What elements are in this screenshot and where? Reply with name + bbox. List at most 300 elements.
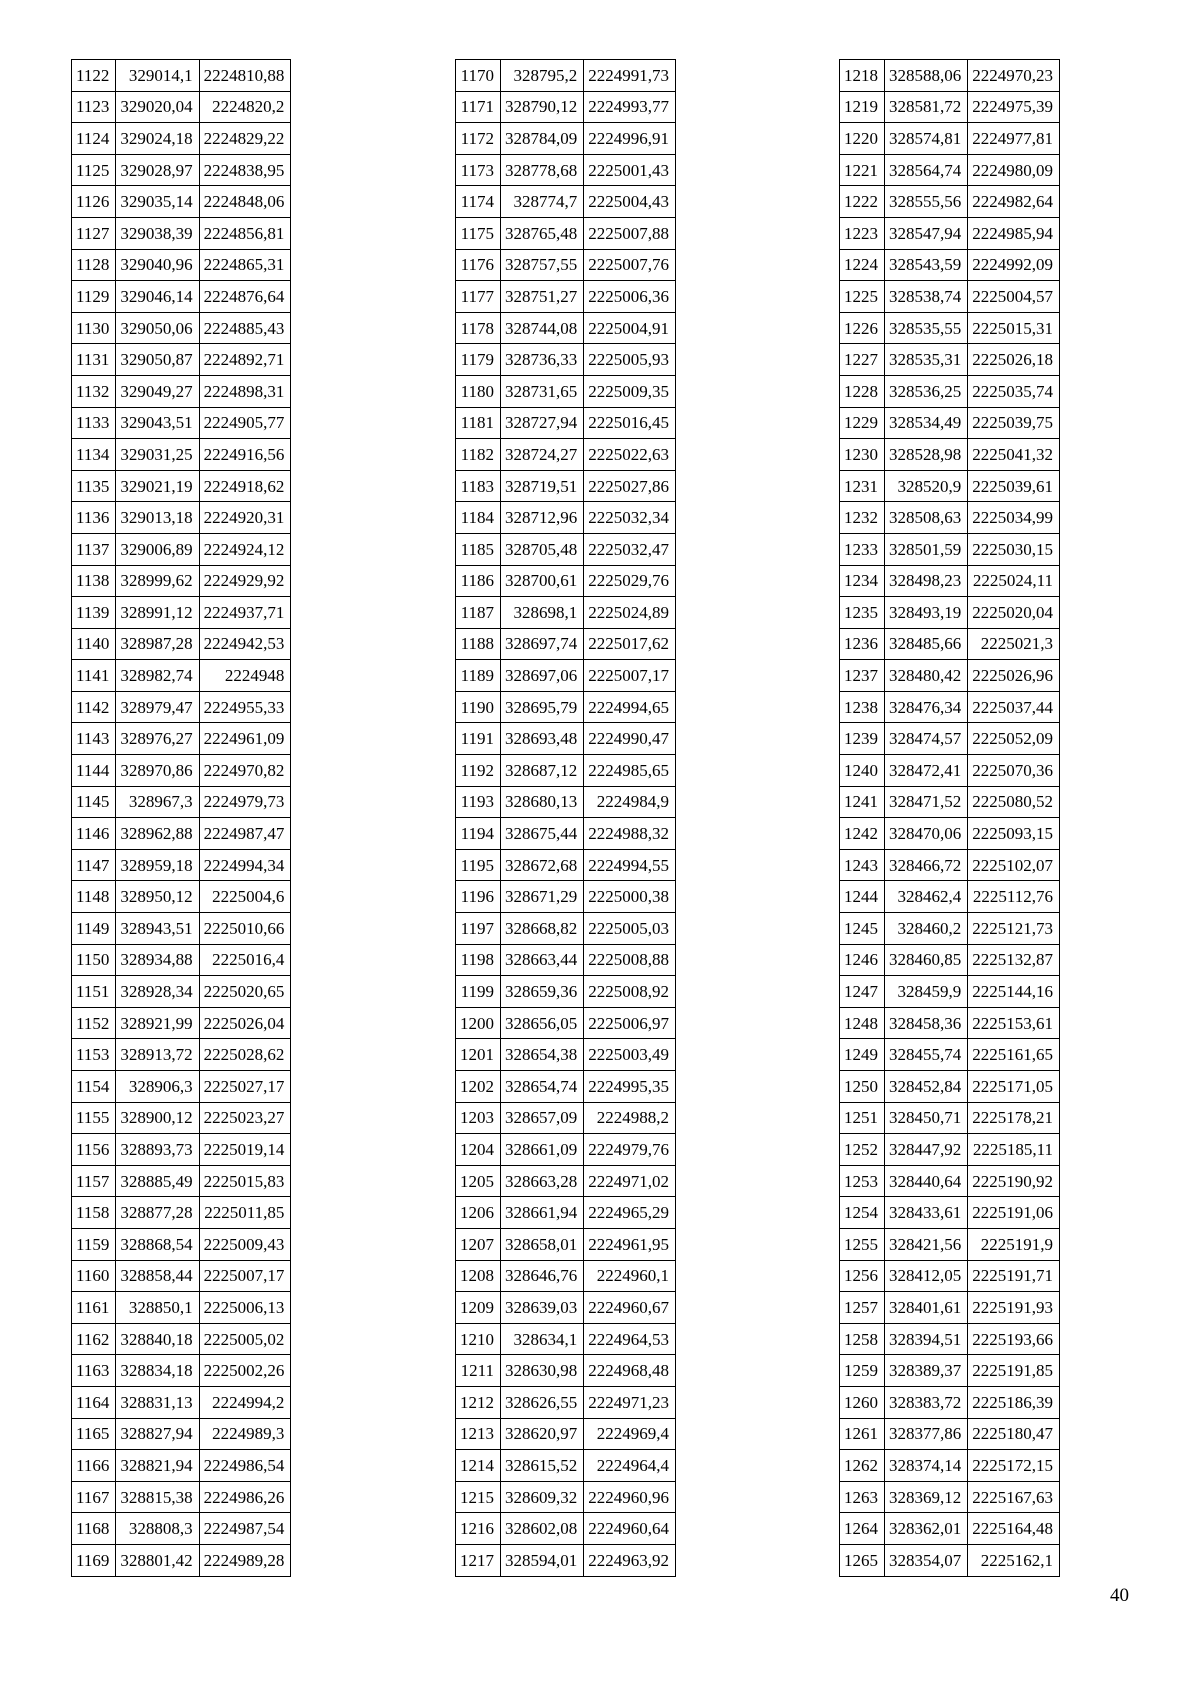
y-coordinate-cell: 2224991,73 <box>584 60 676 92</box>
table-row <box>840 502 1060 534</box>
point-number-cell: 1183 <box>456 470 501 502</box>
table-row <box>456 186 676 218</box>
table-row <box>72 597 291 629</box>
x-coordinate-cell: 328970,86 <box>116 755 199 787</box>
page-number: 40 <box>1110 1585 1129 1606</box>
x-coordinate-cell: 328594,01 <box>501 1544 584 1576</box>
y-coordinate-cell: 2225009,43 <box>199 1228 291 1260</box>
table-row <box>72 1071 291 1103</box>
table-row <box>456 1386 676 1418</box>
x-coordinate-cell: 328815,38 <box>116 1481 199 1513</box>
y-coordinate-cell: 2225026,18 <box>968 344 1060 376</box>
table-row <box>456 944 676 976</box>
table-row <box>72 755 291 787</box>
y-coordinate-cell: 2225185,11 <box>968 1134 1060 1166</box>
point-number-cell: 1158 <box>72 1197 116 1229</box>
point-number-cell: 1252 <box>840 1134 885 1166</box>
y-coordinate-cell: 2225164,48 <box>968 1513 1060 1545</box>
table-row <box>840 1323 1060 1355</box>
y-coordinate-cell: 2224989,3 <box>199 1418 291 1450</box>
x-coordinate-cell: 328697,74 <box>501 628 584 660</box>
y-coordinate-cell: 2224986,26 <box>199 1481 291 1513</box>
table-row <box>456 375 676 407</box>
y-coordinate-cell: 2224979,76 <box>584 1134 676 1166</box>
y-coordinate-cell: 2225020,65 <box>199 976 291 1008</box>
y-coordinate-cell: 2224964,53 <box>584 1323 676 1355</box>
table-row <box>840 1007 1060 1039</box>
point-number-cell: 1231 <box>840 470 885 502</box>
table-row <box>456 281 676 313</box>
table-row <box>840 1134 1060 1166</box>
point-number-cell: 1147 <box>72 849 116 881</box>
table-row <box>72 1007 291 1039</box>
table-row <box>456 249 676 281</box>
y-coordinate-cell: 2225011,85 <box>199 1197 291 1229</box>
y-coordinate-cell: 2224892,71 <box>199 344 291 376</box>
x-coordinate-cell: 328687,12 <box>501 755 584 787</box>
x-coordinate-cell: 328543,59 <box>885 249 968 281</box>
table-row <box>72 123 291 155</box>
table-row <box>456 1197 676 1229</box>
table-row <box>840 660 1060 692</box>
x-coordinate-cell: 328757,55 <box>501 249 584 281</box>
point-number-cell: 1259 <box>840 1355 885 1387</box>
x-coordinate-cell: 328421,56 <box>885 1228 968 1260</box>
table-row <box>456 660 676 692</box>
point-number-cell: 1245 <box>840 913 885 945</box>
x-coordinate-cell: 328680,13 <box>501 786 584 818</box>
table-row <box>456 123 676 155</box>
point-number-cell: 1159 <box>72 1228 116 1260</box>
point-number-cell: 1167 <box>72 1481 116 1513</box>
y-coordinate-cell: 2225041,32 <box>968 439 1060 471</box>
table-row <box>456 849 676 881</box>
point-number-cell: 1251 <box>840 1102 885 1134</box>
table-row <box>840 1165 1060 1197</box>
y-coordinate-cell: 2225161,65 <box>968 1039 1060 1071</box>
y-coordinate-cell: 2225180,47 <box>968 1418 1060 1450</box>
y-coordinate-cell: 2225102,07 <box>968 849 1060 881</box>
y-coordinate-cell: 2224876,64 <box>199 281 291 313</box>
point-number-cell: 1191 <box>456 723 501 755</box>
point-number-cell: 1255 <box>840 1228 885 1260</box>
point-number-cell: 1242 <box>840 818 885 850</box>
x-coordinate-cell: 328471,52 <box>885 786 968 818</box>
y-coordinate-cell: 2225034,99 <box>968 502 1060 534</box>
x-coordinate-cell: 328724,27 <box>501 439 584 471</box>
y-coordinate-cell: 2224988,2 <box>584 1102 676 1134</box>
point-number-cell: 1142 <box>72 691 116 723</box>
table-row <box>72 881 291 913</box>
point-number-cell: 1178 <box>456 312 501 344</box>
table-row <box>72 723 291 755</box>
x-coordinate-cell: 328433,61 <box>885 1197 968 1229</box>
x-coordinate-cell: 328959,18 <box>116 849 199 881</box>
point-number-cell: 1181 <box>456 407 501 439</box>
table-row <box>840 755 1060 787</box>
table-row <box>840 565 1060 597</box>
point-number-cell: 1260 <box>840 1386 885 1418</box>
y-coordinate-cell: 2224982,64 <box>968 186 1060 218</box>
table-row <box>456 818 676 850</box>
table-row <box>72 249 291 281</box>
y-coordinate-cell: 2225024,11 <box>968 565 1060 597</box>
point-number-cell: 1132 <box>72 375 116 407</box>
x-coordinate-cell: 328581,72 <box>885 91 968 123</box>
y-coordinate-cell: 2225029,76 <box>584 565 676 597</box>
y-coordinate-cell: 2224971,23 <box>584 1386 676 1418</box>
y-coordinate-cell: 2224979,73 <box>199 786 291 818</box>
y-coordinate-cell: 2224960,96 <box>584 1481 676 1513</box>
point-number-cell: 1131 <box>72 344 116 376</box>
x-coordinate-cell: 328462,4 <box>885 881 968 913</box>
table-row <box>456 565 676 597</box>
y-coordinate-cell: 2225035,74 <box>968 375 1060 407</box>
y-coordinate-cell: 2225006,97 <box>584 1007 676 1039</box>
x-coordinate-cell: 328778,68 <box>501 154 584 186</box>
point-number-cell: 1257 <box>840 1292 885 1324</box>
x-coordinate-cell: 329050,06 <box>116 312 199 344</box>
table-row <box>840 1450 1060 1482</box>
table-row <box>72 186 291 218</box>
table-row <box>456 691 676 723</box>
table-row <box>840 1418 1060 1450</box>
table-row <box>456 976 676 1008</box>
y-coordinate-cell: 2224984,9 <box>584 786 676 818</box>
table-row <box>840 344 1060 376</box>
y-coordinate-cell: 2224960,64 <box>584 1513 676 1545</box>
table-row <box>840 533 1060 565</box>
table-row <box>72 1039 291 1071</box>
point-number-cell: 1243 <box>840 849 885 881</box>
point-number-cell: 1190 <box>456 691 501 723</box>
x-coordinate-cell: 328885,49 <box>116 1165 199 1197</box>
x-coordinate-cell: 328588,06 <box>885 60 968 92</box>
x-coordinate-cell: 328821,94 <box>116 1450 199 1482</box>
point-number-cell: 1217 <box>456 1544 501 1576</box>
table-row <box>456 1039 676 1071</box>
x-coordinate-cell: 328999,62 <box>116 565 199 597</box>
table-row <box>72 533 291 565</box>
y-coordinate-cell: 2225007,88 <box>584 217 676 249</box>
x-coordinate-cell: 328374,14 <box>885 1450 968 1482</box>
x-coordinate-cell: 328362,01 <box>885 1513 968 1545</box>
table-row <box>456 312 676 344</box>
x-coordinate-cell: 328987,28 <box>116 628 199 660</box>
y-coordinate-cell: 2225009,35 <box>584 375 676 407</box>
x-coordinate-cell: 328474,57 <box>885 723 968 755</box>
point-number-cell: 1238 <box>840 691 885 723</box>
x-coordinate-cell: 328470,06 <box>885 818 968 850</box>
table-row <box>840 786 1060 818</box>
point-number-cell: 1225 <box>840 281 885 313</box>
table-row <box>840 944 1060 976</box>
y-coordinate-cell: 2224916,56 <box>199 439 291 471</box>
x-coordinate-cell: 328693,48 <box>501 723 584 755</box>
point-number-cell: 1133 <box>72 407 116 439</box>
x-coordinate-cell: 328868,54 <box>116 1228 199 1260</box>
table-row <box>840 1355 1060 1387</box>
y-coordinate-cell: 2224985,94 <box>968 217 1060 249</box>
table-row <box>840 976 1060 1008</box>
y-coordinate-cell: 2224994,2 <box>199 1386 291 1418</box>
table-row <box>72 628 291 660</box>
point-number-cell: 1203 <box>456 1102 501 1134</box>
x-coordinate-cell: 328672,68 <box>501 849 584 881</box>
table-row <box>456 533 676 565</box>
x-coordinate-cell: 328921,99 <box>116 1007 199 1039</box>
x-coordinate-cell: 328535,31 <box>885 344 968 376</box>
table-row <box>840 849 1060 881</box>
point-number-cell: 1123 <box>72 91 116 123</box>
table-row <box>840 1039 1060 1071</box>
point-number-cell: 1186 <box>456 565 501 597</box>
x-coordinate-cell: 328877,28 <box>116 1197 199 1229</box>
y-coordinate-cell: 2224970,23 <box>968 60 1060 92</box>
y-coordinate-cell: 2224961,09 <box>199 723 291 755</box>
point-number-cell: 1212 <box>456 1386 501 1418</box>
y-coordinate-cell: 2224963,92 <box>584 1544 676 1576</box>
x-coordinate-cell: 328801,42 <box>116 1544 199 1576</box>
y-coordinate-cell: 2225191,9 <box>968 1228 1060 1260</box>
table-row <box>840 723 1060 755</box>
point-number-cell: 1135 <box>72 470 116 502</box>
x-coordinate-cell: 328501,59 <box>885 533 968 565</box>
x-coordinate-cell: 328602,08 <box>501 1513 584 1545</box>
table-row <box>72 691 291 723</box>
x-coordinate-cell: 328827,94 <box>116 1418 199 1450</box>
point-number-cell: 1138 <box>72 565 116 597</box>
point-number-cell: 1235 <box>840 597 885 629</box>
point-number-cell: 1162 <box>72 1323 116 1355</box>
x-coordinate-cell: 328712,96 <box>501 502 584 534</box>
point-number-cell: 1226 <box>840 312 885 344</box>
table-row <box>72 312 291 344</box>
y-coordinate-cell: 2225112,76 <box>968 881 1060 913</box>
table-row <box>840 881 1060 913</box>
y-coordinate-cell: 2225004,6 <box>199 881 291 913</box>
point-number-cell: 1250 <box>840 1071 885 1103</box>
point-number-cell: 1192 <box>456 755 501 787</box>
y-coordinate-cell: 2225070,36 <box>968 755 1060 787</box>
x-coordinate-cell: 328658,01 <box>501 1228 584 1260</box>
y-coordinate-cell: 2225020,04 <box>968 597 1060 629</box>
x-coordinate-cell: 328452,84 <box>885 1071 968 1103</box>
table-row <box>456 1134 676 1166</box>
y-coordinate-cell: 2224990,47 <box>584 723 676 755</box>
x-coordinate-cell: 328455,74 <box>885 1039 968 1071</box>
y-coordinate-cell: 2224905,77 <box>199 407 291 439</box>
x-coordinate-cell: 328639,03 <box>501 1292 584 1324</box>
y-coordinate-cell: 2225001,43 <box>584 154 676 186</box>
table-row <box>72 217 291 249</box>
table-row <box>840 1544 1060 1576</box>
y-coordinate-cell: 2225171,05 <box>968 1071 1060 1103</box>
x-coordinate-cell: 328893,73 <box>116 1134 199 1166</box>
y-coordinate-cell: 2225191,71 <box>968 1260 1060 1292</box>
x-coordinate-cell: 328698,1 <box>501 597 584 629</box>
x-coordinate-cell: 328634,1 <box>501 1323 584 1355</box>
y-coordinate-cell: 2225004,57 <box>968 281 1060 313</box>
x-coordinate-cell: 328472,41 <box>885 755 968 787</box>
point-number-cell: 1253 <box>840 1165 885 1197</box>
point-number-cell: 1127 <box>72 217 116 249</box>
point-number-cell: 1261 <box>840 1418 885 1450</box>
point-number-cell: 1171 <box>456 91 501 123</box>
point-number-cell: 1140 <box>72 628 116 660</box>
point-number-cell: 1249 <box>840 1039 885 1071</box>
table-row <box>456 1165 676 1197</box>
y-coordinate-cell: 2225002,26 <box>199 1355 291 1387</box>
y-coordinate-cell: 2224977,81 <box>968 123 1060 155</box>
point-number-cell: 1234 <box>840 565 885 597</box>
y-coordinate-cell: 2225007,17 <box>199 1260 291 1292</box>
point-number-cell: 1165 <box>72 1418 116 1450</box>
point-number-cell: 1129 <box>72 281 116 313</box>
point-number-cell: 1177 <box>456 281 501 313</box>
y-coordinate-cell: 2225015,83 <box>199 1165 291 1197</box>
y-coordinate-cell: 2225028,62 <box>199 1039 291 1071</box>
x-coordinate-cell: 328850,1 <box>116 1292 199 1324</box>
table-row <box>72 1481 291 1513</box>
x-coordinate-cell: 328654,38 <box>501 1039 584 1071</box>
point-number-cell: 1219 <box>840 91 885 123</box>
y-coordinate-cell: 2225007,17 <box>584 660 676 692</box>
point-number-cell: 1230 <box>840 439 885 471</box>
point-number-cell: 1233 <box>840 533 885 565</box>
y-coordinate-cell: 2225032,34 <box>584 502 676 534</box>
table-row <box>840 1292 1060 1324</box>
table-row <box>840 1228 1060 1260</box>
point-number-cell: 1218 <box>840 60 885 92</box>
y-coordinate-cell: 2225190,92 <box>968 1165 1060 1197</box>
y-coordinate-cell: 2224960,67 <box>584 1292 676 1324</box>
point-number-cell: 1248 <box>840 1007 885 1039</box>
y-coordinate-cell: 2225080,52 <box>968 786 1060 818</box>
x-coordinate-cell: 328657,09 <box>501 1102 584 1134</box>
x-coordinate-cell: 328784,09 <box>501 123 584 155</box>
point-number-cell: 1205 <box>456 1165 501 1197</box>
point-number-cell: 1194 <box>456 818 501 850</box>
x-coordinate-cell: 328834,18 <box>116 1355 199 1387</box>
table-row <box>72 660 291 692</box>
y-coordinate-cell: 2225016,45 <box>584 407 676 439</box>
y-coordinate-cell: 2225030,15 <box>968 533 1060 565</box>
y-coordinate-cell: 2225172,15 <box>968 1450 1060 1482</box>
x-coordinate-cell: 328979,47 <box>116 691 199 723</box>
x-coordinate-cell: 329038,39 <box>116 217 199 249</box>
table-row <box>840 407 1060 439</box>
point-number-cell: 1237 <box>840 660 885 692</box>
x-coordinate-cell: 328626,55 <box>501 1386 584 1418</box>
table-row <box>72 1450 291 1482</box>
y-coordinate-cell: 2224942,53 <box>199 628 291 660</box>
y-coordinate-cell: 2225153,61 <box>968 1007 1060 1039</box>
point-number-cell: 1223 <box>840 217 885 249</box>
y-coordinate-cell: 2225015,31 <box>968 312 1060 344</box>
y-coordinate-cell: 2225021,3 <box>968 628 1060 660</box>
point-number-cell: 1216 <box>456 1513 501 1545</box>
y-coordinate-cell: 2224988,32 <box>584 818 676 850</box>
x-coordinate-cell: 328695,79 <box>501 691 584 723</box>
table-row <box>456 470 676 502</box>
table-row <box>72 502 291 534</box>
table-row <box>72 1323 291 1355</box>
y-coordinate-cell: 2225005,93 <box>584 344 676 376</box>
table-row <box>840 691 1060 723</box>
point-number-cell: 1202 <box>456 1071 501 1103</box>
x-coordinate-cell: 329020,04 <box>116 91 199 123</box>
y-coordinate-cell: 2225093,15 <box>968 818 1060 850</box>
point-number-cell: 1168 <box>72 1513 116 1545</box>
x-coordinate-cell: 328538,74 <box>885 281 968 313</box>
table-row <box>840 470 1060 502</box>
x-coordinate-cell: 328536,25 <box>885 375 968 407</box>
table-row <box>840 249 1060 281</box>
table-row <box>456 60 676 92</box>
point-number-cell: 1151 <box>72 976 116 1008</box>
coordinate-table-1 <box>71 59 291 1577</box>
x-coordinate-cell: 328900,12 <box>116 1102 199 1134</box>
point-number-cell: 1258 <box>840 1323 885 1355</box>
y-coordinate-cell: 2225026,96 <box>968 660 1060 692</box>
table-row <box>840 1102 1060 1134</box>
table-row <box>72 1513 291 1545</box>
point-number-cell: 1157 <box>72 1165 116 1197</box>
x-coordinate-cell: 328466,72 <box>885 849 968 881</box>
point-number-cell: 1199 <box>456 976 501 1008</box>
y-coordinate-cell: 2224971,02 <box>584 1165 676 1197</box>
point-number-cell: 1246 <box>840 944 885 976</box>
x-coordinate-cell: 328440,64 <box>885 1165 968 1197</box>
x-coordinate-cell: 328697,06 <box>501 660 584 692</box>
y-coordinate-cell: 2224987,54 <box>199 1513 291 1545</box>
y-coordinate-cell: 2225191,06 <box>968 1197 1060 1229</box>
point-number-cell: 1141 <box>72 660 116 692</box>
table-row <box>456 344 676 376</box>
point-number-cell: 1209 <box>456 1292 501 1324</box>
table-row <box>456 755 676 787</box>
table-row <box>456 1007 676 1039</box>
x-coordinate-cell: 328412,05 <box>885 1260 968 1292</box>
table-row <box>456 1481 676 1513</box>
x-coordinate-cell: 328535,55 <box>885 312 968 344</box>
point-number-cell: 1201 <box>456 1039 501 1071</box>
coordinate-table-2 <box>455 59 676 1577</box>
x-coordinate-cell: 328450,71 <box>885 1102 968 1134</box>
x-coordinate-cell: 328534,49 <box>885 407 968 439</box>
x-coordinate-cell: 328967,3 <box>116 786 199 818</box>
table-row <box>72 439 291 471</box>
x-coordinate-cell: 328661,09 <box>501 1134 584 1166</box>
point-number-cell: 1241 <box>840 786 885 818</box>
x-coordinate-cell: 328564,74 <box>885 154 968 186</box>
point-number-cell: 1130 <box>72 312 116 344</box>
table-row <box>840 60 1060 92</box>
table-row <box>456 1544 676 1576</box>
y-coordinate-cell: 2224865,31 <box>199 249 291 281</box>
y-coordinate-cell: 2224970,82 <box>199 755 291 787</box>
point-number-cell: 1150 <box>72 944 116 976</box>
point-number-cell: 1173 <box>456 154 501 186</box>
point-number-cell: 1145 <box>72 786 116 818</box>
table-row <box>840 1481 1060 1513</box>
y-coordinate-cell: 2225052,09 <box>968 723 1060 755</box>
point-number-cell: 1136 <box>72 502 116 534</box>
y-coordinate-cell: 2225178,21 <box>968 1102 1060 1134</box>
y-coordinate-cell: 2225000,38 <box>584 881 676 913</box>
x-coordinate-cell: 328630,98 <box>501 1355 584 1387</box>
